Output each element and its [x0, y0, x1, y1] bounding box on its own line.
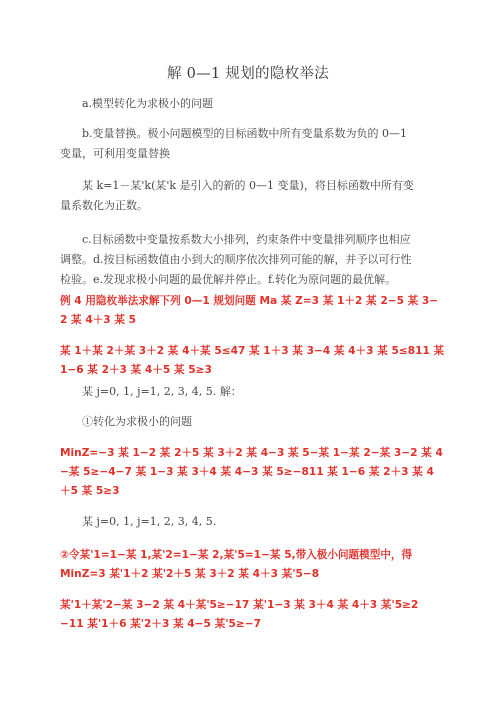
final-constraints-line-2: −11 某'1＋6 某'2＋3 某 4−5 某'5≥−7 [60, 618, 261, 630]
example-heading-line-1: 例 4 用隐枚举法求解下列 0—1 规划问题 Ma 某 Z=3 某 1＋2 某 2−5 某 3− [60, 295, 439, 307]
step-2-line-1: ②令某'1=1−某 1,某'2=1−某 2,某'5=1−某 5,带入极小问题模型中，得 [60, 549, 413, 561]
paragraph-b-line-1: b.变量替换。极小问题模型的目标函数中所有变量系数为负的 0—1 [82, 127, 408, 140]
min-model-line-2: −某 5≥−4−7 某 1−3 某 3＋4 某 4−3 某 5≥−811 某 1−6 某 2＋3 某 4 [60, 466, 434, 478]
example-heading-line-2: 2 某 4＋3 某 5 [60, 314, 137, 326]
paragraph-c-line-1: c.目标函数中变量按系数大小排列，约束条件中变量排列顺序也相应 [82, 233, 411, 246]
constraints-line-2: 1−6 某 2＋3 某 4＋5 某 5≥3 [60, 364, 212, 376]
paragraph-c-f [60, 230, 443, 290]
paragraph-a-text: a.模型转化为求极小的问题 [82, 97, 214, 110]
paragraph-substitution-line-2: 量系数化为正数。 [60, 199, 148, 212]
final-constraints-line-1: 某'1＋某'2−某 3−2 某 4＋某'5≥−17 某'1−3 某 3＋4 某 4＋3 某'5≥2 [60, 599, 419, 611]
constraints-block [60, 342, 445, 380]
min-model-line-1: MinZ=−3 某 1−2 某 2＋5 某 3＋2 某 4−3 某 5−某 1−某 2−某 3−2 某 4 [60, 447, 443, 459]
paragraph-b [60, 124, 443, 164]
step-2-line-2: MinZ=3 某'1＋2 某'2＋5 某 3＋2 某 4＋3 某'5−8 [60, 568, 320, 580]
paragraph-c-line-3: 检验。e.发现求极小问题的最优解并停止。f.转化为原问题的最优解。 [60, 273, 397, 286]
variable-domain-1: 某 j=0, 1, j=1, 2, 3, 4, 5. 解： [82, 385, 242, 398]
min-model-block [60, 444, 443, 501]
step-2-block [60, 546, 440, 584]
min-model-line-3: ＋5 某 5≥3 [60, 485, 120, 497]
paragraph-substitution [60, 176, 443, 216]
final-constraints-block [60, 596, 440, 634]
paragraph-a [60, 94, 443, 114]
paragraph-b-line-2: 变量，可利用变量替换 [60, 147, 170, 160]
variable-domain-2: 某 j=0, 1, j=1, 2, 3, 4, 5. [82, 515, 217, 528]
constraints-line-1: 某 1＋某 2＋某 3＋2 某 4＋某 5≤47 某 1＋3 某 3−4 某 4＋3 某 5≤811 某 [60, 345, 445, 357]
page-title: 解 0—1 规划的隐枚举法 [166, 66, 330, 82]
paragraph-substitution-line-1: 某 k=1－某'k(某'k 是引入的新的 0—1 变量)，将目标函数中所有变 [82, 179, 414, 192]
paragraph-c-line-2: 调整。d.按目标函数值由小到大的顺序依次排列可能的解，并予以可行性 [60, 253, 412, 266]
example-heading [60, 292, 440, 330]
step-1-heading: ①转化为求极小的问题 [82, 415, 192, 428]
